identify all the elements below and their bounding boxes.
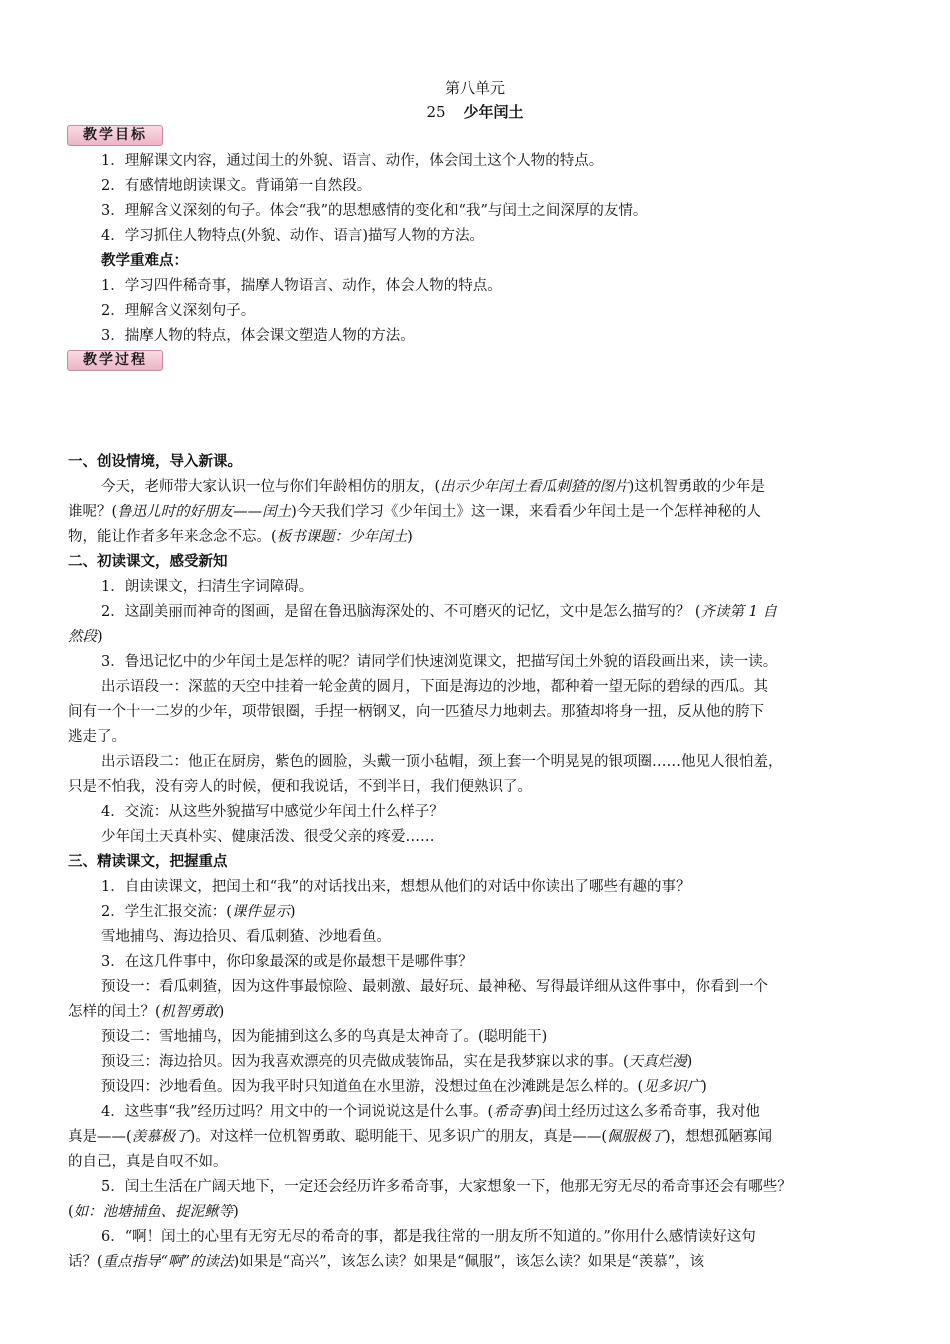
lesson-title <box>0 101 950 122</box>
paragraph-line: 预设三：海边拾贝。因为我喜欢漂亮的贝壳做成装饰品，实在是我梦寐以求的事。(天真烂漫) <box>101 1054 693 1070</box>
lesson-number: 25 <box>426 103 446 121</box>
paragraph-line: 2．学生汇报交流：(课件显示) <box>101 904 296 920</box>
paragraph-line: 雪地捕鸟、海边拾贝、看瓜刺猹、沙地看鱼。 <box>101 929 391 945</box>
paragraph-line: 4．交流：从这些外貌描写中感觉少年闰土什么样子？ <box>101 804 444 820</box>
badge-teaching-goals: 教学目标 <box>67 125 163 146</box>
paragraph-line: 只是不怕我，没有旁人的时候，便和我说话，不到半日，我们便熟识了。 <box>68 779 532 795</box>
paragraph-line: 真是——(羡慕极了)。对这样一位机智勇敢、聪明能干、见多识广的朋友，真是——(佩服极了)，想想孤陋寡闻 <box>68 1129 773 1145</box>
paragraph-line: 然段) <box>68 629 103 645</box>
paragraph-line: 预设二：雪地捕鸟，因为能捕到这么多的鸟真是太神奇了。(聪明能干) <box>101 1029 548 1045</box>
section-heading: 三、精读课文，把握重点 <box>68 853 228 870</box>
paragraph-line: 出示语段二：他正在厨房，紫色的圆脸，头戴一顶小毡帽，颈上套一个明晃晃的银项圈……他见人很怕羞， <box>101 754 783 770</box>
key-points-heading: 教学重难点： <box>101 252 188 269</box>
paragraph-line: 间有一个十一二岁的少年，项带银圈，手捏一柄钢叉，向一匹猹尽力地刺去。那猹却将身一扭，反从他的胯下 <box>68 704 764 720</box>
paragraph-line: 3．鲁迅记忆中的少年闰土是怎样的呢？请同学们快速浏览课文，把描写闰土外貌的语段画出来，读一读。 <box>101 654 778 670</box>
paragraph-line: 话？(重点指导“啊”的读法)如果是“高兴”，该怎么读？如果是“佩服”，该怎么读？如果是“羡慕”，该 <box>68 1254 705 1270</box>
paragraph-line: 的自己，真是自叹不如。 <box>68 1154 228 1170</box>
key-point-item: 3．揣摩人物的特点，体会课文塑造人物的方法。 <box>101 328 415 344</box>
paragraph-line: 逃走了。 <box>68 729 126 745</box>
paragraph-line: 怎样的闰土？(机智勇敢) <box>68 1004 225 1020</box>
section-heading: 二、初读课文，感受新知 <box>68 553 228 570</box>
key-point-item: 2．理解含义深刻句子。 <box>101 303 256 319</box>
paragraph-line: 物，能让作者多年来念念不忘。(板书课题：少年闰土) <box>68 529 413 545</box>
paragraph-line: 出示语段一：深蓝的天空中挂着一轮金黄的圆月，下面是海边的沙地，都种着一望无际的碧绿的西瓜。其 <box>101 679 768 695</box>
goal-item: 1．理解课文内容，通过闰土的外貌、语言、动作，体会闰土这个人物的特点。 <box>101 153 604 169</box>
paragraph-line: 1．自由读课文，把闰土和“我”的对话找出来，想想从他们的对话中你读出了哪些有趣的事？ <box>101 879 691 895</box>
unit-heading: 第八单元 <box>444 79 505 97</box>
key-point-item: 1．学习四件稀奇事，揣摩人物语言、动作，体会人物的特点。 <box>101 278 502 294</box>
paragraph-line: 谁呢？(鲁迅儿时的好朋友——闰土)今天我们学习《少年闰土》这一课，来看看少年闰土是一个怎样神秘的人 <box>68 504 761 520</box>
paragraph-line: 4．这些事“我”经历过吗？用文中的一个词说说这是什么事。(希奇事)闰土经历过这么多希奇事，我对他 <box>101 1104 760 1120</box>
paragraph-line: 少年闰土天真朴实、健康活泼、很受父亲的疼爱…… <box>101 829 435 845</box>
paragraph-line: (如：池塘捕鱼、捉泥鳅等) <box>68 1204 239 1220</box>
goal-item: 4．学习抓住人物特点(外貌、动作、语言)描写人物的方法。 <box>101 228 485 244</box>
paragraph-line: 预设一：看瓜刺猹，因为这件事最惊险、最刺激、最好玩、最神秘、写得最详细从这件事中，你看到一个 <box>101 979 768 995</box>
paragraph-line: 预设四：沙地看鱼。因为我平时只知道鱼在水里游，没想过鱼在沙滩跳是怎么样的。(见多识广) <box>101 1079 707 1095</box>
paragraph-line: 3．在这几件事中，你印象最深的或是你最想干是哪件事？ <box>101 954 473 970</box>
badge-teaching-process: 教学过程 <box>67 350 163 371</box>
goal-item: 2．有感情地朗读课文。背诵第一自然段。 <box>101 178 372 194</box>
paragraph-line: 1．朗读课文，扫清生字词障碍。 <box>101 579 314 595</box>
paragraph-line: 今天，老师带大家认识一位与你们年龄相仿的朋友，(出示少年闰土看瓜刺猹的图片)这机智勇敢的少年是 <box>101 479 765 495</box>
paragraph-line: 2．这副美丽而神奇的图画，是留在鲁迅脑海深处的、不可磨灭的记忆，文中是怎么描写的？ (齐读第 1 自 <box>101 604 777 620</box>
paragraph-line: 5．闰土生活在广阔天地下，一定还会经历许多希奇事，大家想象一下，他那无穷无尽的希奇事还会有哪些？ <box>101 1179 792 1195</box>
paragraph-line: 6．“啊！闰土的心里有无穷无尽的希奇的事，都是我往常的一朋友所不知道的。”你用什么感情读好这句 <box>101 1229 756 1245</box>
goal-item: 3．理解含义深刻的句子。体会“我”的思想感情的变化和“我”与闰土之间深厚的友情。 <box>101 203 648 219</box>
lesson-title-text: 少年闰土 <box>463 103 524 121</box>
section-heading: 一、创设情境，导入新课。 <box>68 453 242 470</box>
